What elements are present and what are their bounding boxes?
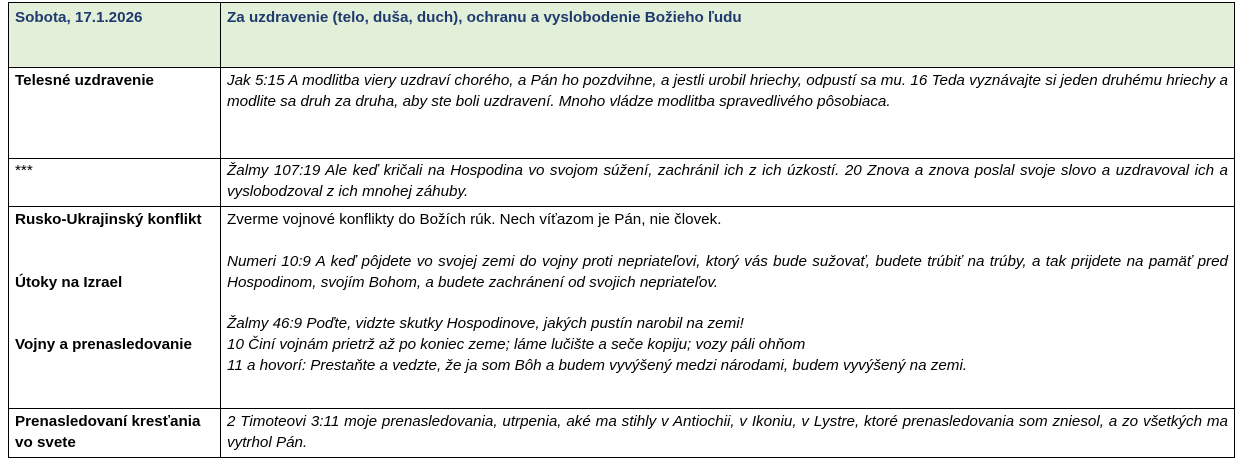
row-labels-cell	[9, 207, 221, 409]
row-label: Prenasledovaní kresťania vo svete	[9, 409, 221, 458]
table-row	[9, 409, 1235, 458]
row-label: Telesné uzdravenie	[9, 68, 221, 159]
header-row	[9, 3, 1235, 68]
row-label: Vojny a prenasledovanie	[15, 336, 192, 353]
scripture-line: Žalmy 46:9 Poďte, vidzte skutky Hospodinove, jakých pustín narobil na zemi!	[227, 315, 744, 332]
scripture-text: Jak 5:15 A modlitba viery uzdraví chorého, a Pán ho pozdvihne, a jestli urobil hriechy, odpustí sa mu. 16 Teda vyznávajte si jeden druhému hriechy a modlite sa druh za druha, aby ste boli uzdravení. Mnoho vládze modlitba spravedlivého pôsobiaca.	[221, 68, 1235, 159]
scripture-line: 11 a hovorí: Prestaňte a vedzte, že ja som Bôh a budem vyvýšený medzi národami, budem vyvýšený na zemi.	[227, 357, 968, 374]
row-label: ***	[9, 159, 221, 207]
table-row	[9, 68, 1235, 159]
topic-title: Za uzdravenie (telo, duša, duch), ochranu a vyslobodenie Božieho ľudu	[221, 3, 1235, 68]
table-row	[9, 159, 1235, 207]
scripture-text: Numeri 10:9 A keď pôjdete vo svojej zemi do vojny proti nepriateľovi, ktorý vás bude sužovať, budete trúbiť na trúby, a tak prijdete na pamäť pred Hospodinom, svojím Bohom, a budete zachránení od svojich nepriateľov.	[227, 253, 1228, 291]
scripture-text: Žalmy 107:19 Ale keď kričali na Hospodina vo svojom súžení, zachránil ich z ich úzkostí. 20 Znova a znova poslal svoje slovo a uzdravoval ich a vyslobodzoval z ich mnohej záhuby.	[221, 159, 1235, 207]
date-cell: Sobota, 17.1.2026	[9, 3, 221, 68]
scripture-text: 2 Timoteovi 3:11 moje prenasledovania, utrpenia, aké ma stihly v Antiochii, v Ikoniu, v Lystre, ktoré prenasledovania som zniesol, a zo všetkých ma vytrhol Pán.	[221, 409, 1235, 458]
conflict-content	[221, 207, 1235, 409]
scripture-line: 10 Činí vojnám prietrž až po koniec zeme; láme lučište a seče kopiju; vozy páli ohňom	[227, 336, 806, 353]
intro-text: Zverme vojnové konflikty do Božích rúk. Nech víťazom je Pán, nie človek.	[227, 211, 722, 228]
row-label: Rusko-Ukrajinský konflikt	[15, 211, 202, 228]
prayer-table	[8, 2, 1235, 458]
table-row	[9, 207, 1235, 409]
row-label: Útoky na Izrael	[15, 274, 123, 291]
